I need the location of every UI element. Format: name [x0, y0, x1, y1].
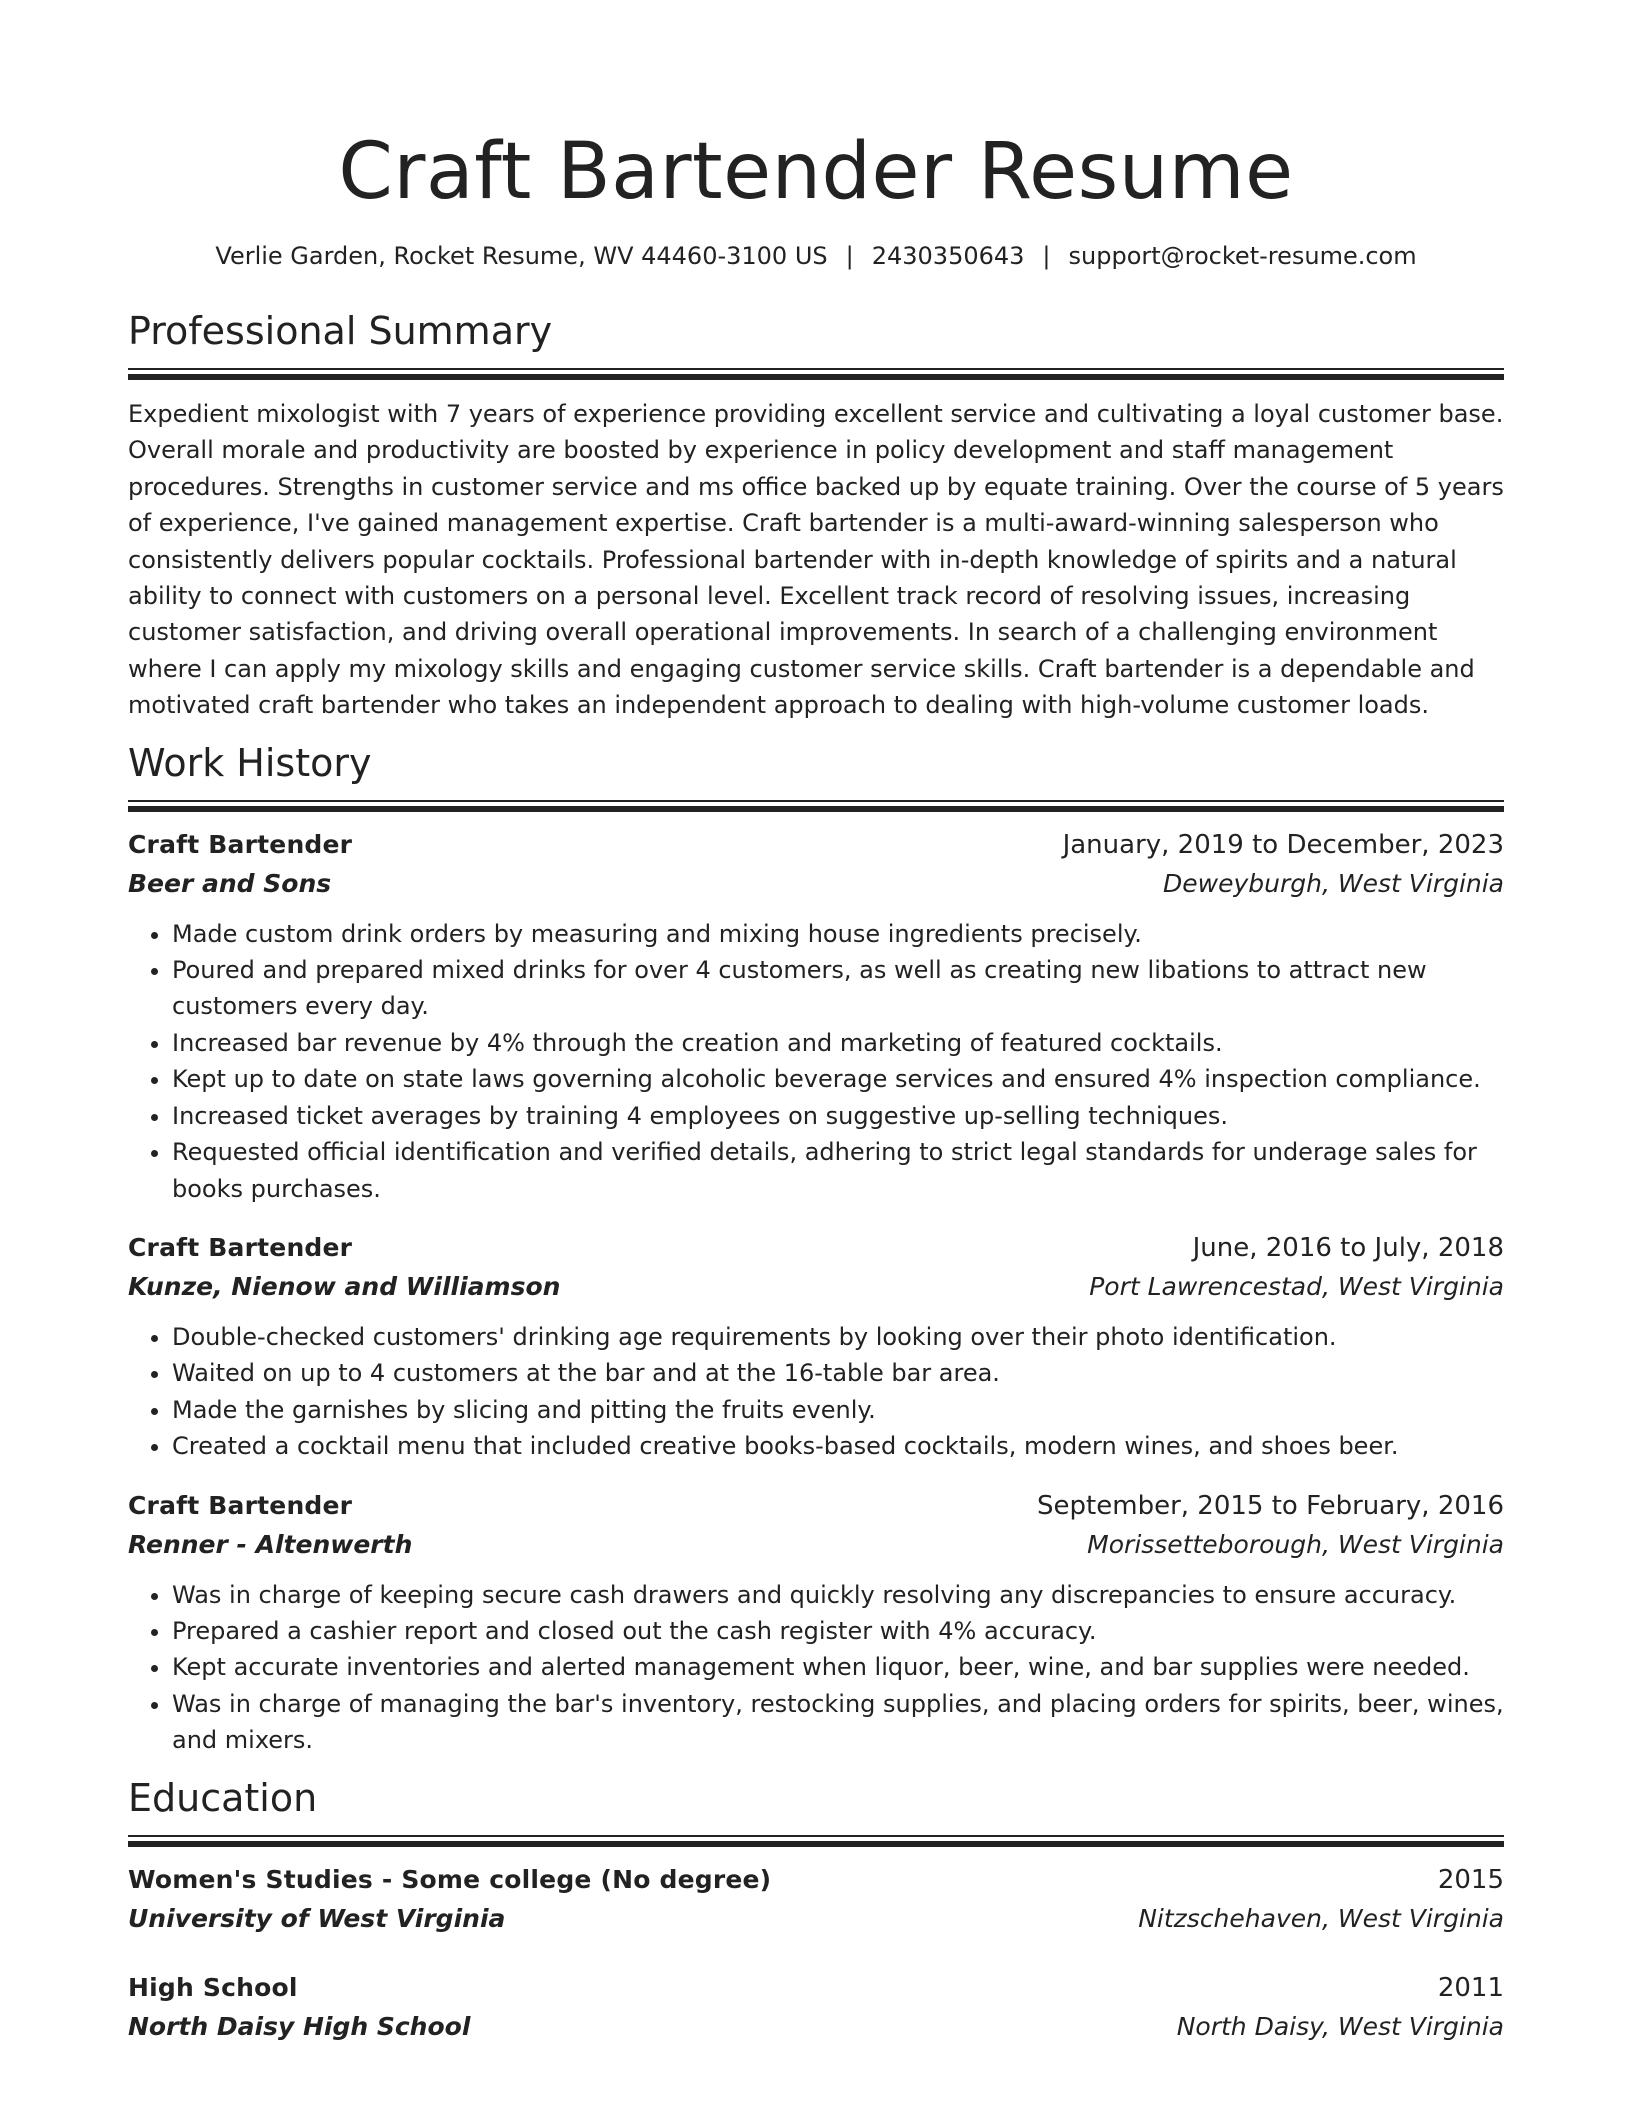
education-degree: High School	[128, 1972, 298, 2002]
education-school: University of West Virginia	[128, 1903, 506, 1933]
contact-email: support@rocket-resume.com	[1068, 242, 1417, 270]
job-location: Port Lawrencestad, West Virginia	[1089, 1271, 1504, 1301]
resume-title: Craft Bartender Resume	[338, 127, 1294, 217]
job-location: Deweyburgh, West Virginia	[1163, 868, 1504, 898]
contact-phone: 2430350643	[871, 242, 1025, 270]
list-item: • Kept accurate inventories and alerted management when liquor, beer, wine, and bar supplies were needed.	[172, 1649, 1504, 1685]
work-history-section	[128, 738, 1504, 1759]
job-location: Morissetteborough, West Virginia	[1087, 1529, 1504, 1559]
education-entry	[128, 1861, 1504, 1939]
list-item: • Requested official identification and verified details, adhering to strict legal standards for underage sales for books purchases.	[172, 1134, 1504, 1207]
education-section	[128, 1773, 1504, 2047]
list-item: • Prepared a cashier report and closed out the cash register with 4% accuracy.	[172, 1613, 1504, 1649]
summary-text: Expedient mixologist with 7 years of experience providing excellent service and cultivating a loyal customer base. Overall morale and productivity are boosted by experience in policy development and staff management procedures. Strengths in customer service and ms office backed up by equate training. Over the course of 5 years of experience, I've gained management expertise. Craft bartender is a multi-award-winning salesperson who consistently delivers popular cocktails. Professional bartender with in-depth knowledge of spirits and a natural ability to connect with customers on a personal level. Excellent track record of resolving issues, increasing customer satisfaction, and driving overall operational improvements. In search of a challenging environment where I can apply my mixology skills and engaging customer service skills. Craft bartender is a dependable and motivated craft bartender who takes an independent approach to dealing with high-volume customer loads.	[128, 400, 1504, 720]
section-heading: Professional Summary	[128, 309, 553, 353]
list-item: • Waited on up to 4 customers at the bar and at the 16-table bar area.	[172, 1355, 1504, 1391]
education-entry	[128, 1969, 1504, 2047]
job-duties-list	[128, 916, 1504, 1207]
job-employer: Beer and Sons	[128, 868, 332, 898]
summary-section	[128, 306, 1504, 724]
list-item: • Was in charge of managing the bar's inventory, restocking supplies, and placing orders for spirits, beer, wines, and mixers.	[172, 1686, 1504, 1759]
education-year: 2015	[1437, 1864, 1504, 1895]
education-location: Nitzschehaven, West Virginia	[1138, 1903, 1504, 1933]
job-duties-list	[128, 1319, 1504, 1465]
contact-address: Verlie Garden, Rocket Resume, WV 44460-3100 US	[215, 242, 828, 270]
job-header-row	[128, 1229, 1504, 1267]
list-item: • Double-checked customers' drinking age requirements by looking over their photo identification.	[172, 1319, 1504, 1355]
education-school-row	[128, 2007, 1504, 2047]
job-title: Craft Bartender	[128, 1490, 353, 1520]
section-heading: Work History	[128, 740, 372, 785]
job-employer-row	[128, 1525, 1504, 1565]
list-item: • Increased bar revenue by 4% through the creation and marketing of featured cocktails.	[172, 1025, 1504, 1061]
education-location: North Daisy, West Virginia	[1176, 2011, 1504, 2041]
list-item: • Created a cocktail menu that included creative books-based cocktails, modern wines, and shoes beer.	[172, 1428, 1504, 1464]
section-divider	[128, 800, 1504, 812]
job-entry	[128, 1487, 1504, 1759]
job-employer-row	[128, 1267, 1504, 1307]
education-header-row	[128, 1969, 1504, 2007]
list-item: • Made custom drink orders by measuring and mixing house ingredients precisely.	[172, 916, 1504, 952]
job-dates: January, 2019 to December, 2023	[1062, 829, 1504, 860]
job-header-row	[128, 826, 1504, 864]
job-header-row	[128, 1487, 1504, 1525]
education-school: North Daisy High School	[128, 2011, 471, 2041]
contact-separator: |	[845, 242, 854, 270]
contact-line	[128, 240, 1504, 272]
list-item: • Kept up to date on state laws governing alcoholic beverage services and ensured 4% inspection compliance.	[172, 1061, 1504, 1097]
job-entry	[128, 1229, 1504, 1465]
education-year: 2011	[1437, 1972, 1504, 2003]
job-employer: Kunze, Nienow and Williamson	[128, 1271, 561, 1301]
job-title: Craft Bartender	[128, 1232, 353, 1262]
list-item: • Was in charge of keeping secure cash drawers and quickly resolving any discrepancies to ensure accuracy.	[172, 1577, 1504, 1613]
job-duties-list	[128, 1577, 1504, 1759]
section-divider	[128, 1835, 1504, 1847]
job-dates: June, 2016 to July, 2018	[1192, 1232, 1504, 1263]
list-item: • Increased ticket averages by training 4 employees on suggestive up-selling techniques.	[172, 1098, 1504, 1134]
job-title: Craft Bartender	[128, 829, 353, 859]
job-entry	[128, 826, 1504, 1207]
contact-separator: |	[1042, 242, 1051, 270]
section-divider	[128, 368, 1504, 380]
list-item: • Made the garnishes by slicing and pitting the fruits evenly.	[172, 1392, 1504, 1428]
education-degree: Women's Studies - Some college (No degree)	[128, 1864, 772, 1894]
section-heading: Education	[128, 1775, 318, 1820]
job-dates: September, 2015 to February, 2016	[1037, 1490, 1504, 1521]
job-employer: Renner - Altenwerth	[128, 1529, 413, 1559]
education-header-row	[128, 1861, 1504, 1899]
education-school-row	[128, 1899, 1504, 1939]
list-item: • Poured and prepared mixed drinks for over 4 customers, as well as creating new libations to attract new customers every day.	[172, 952, 1504, 1025]
job-employer-row	[128, 864, 1504, 904]
